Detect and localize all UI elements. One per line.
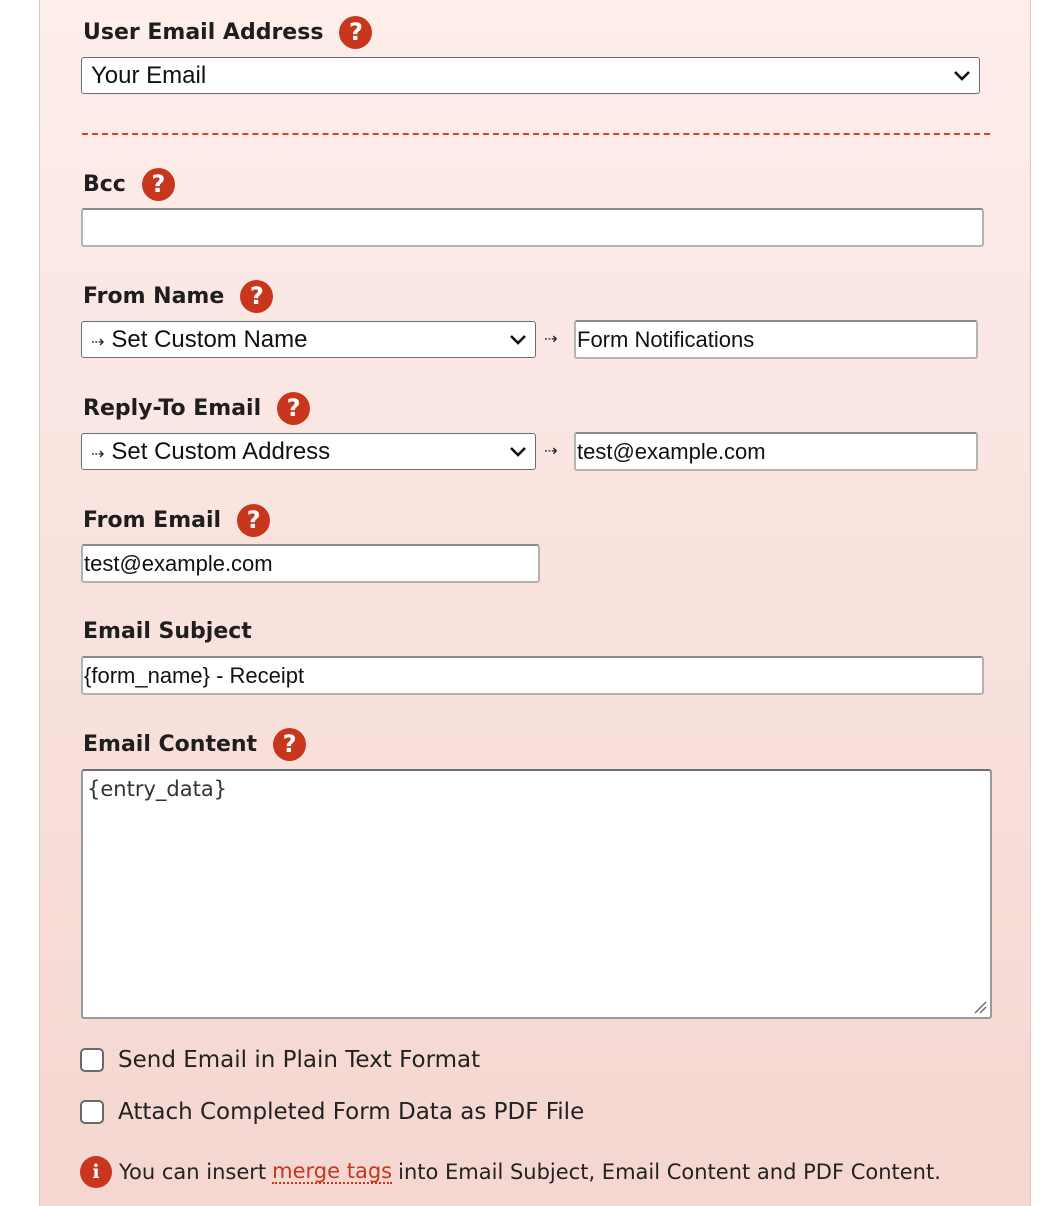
user-email-label: User Email Address ? <box>83 16 372 49</box>
attach-pdf-option[interactable]: Attach Completed Form Data as PDF File <box>80 1099 584 1125</box>
from-email-label: From Email ? <box>83 504 270 537</box>
attach-pdf-checkbox[interactable] <box>80 1100 104 1124</box>
arrow-icon: ⇢ <box>544 329 558 348</box>
arrow-icon: ⇢ <box>91 333 104 351</box>
from-email-input[interactable]: test@example.com <box>81 544 540 583</box>
reply-to-input[interactable]: test@example.com <box>574 432 978 471</box>
chevron-down-icon <box>505 446 531 458</box>
from-name-select[interactable]: ⇢ Set Custom Name <box>81 321 536 358</box>
arrow-icon: ⇢ <box>91 445 104 463</box>
reply-to-label: Reply-To Email ? <box>83 392 310 425</box>
email-subject-label: Email Subject <box>83 619 252 644</box>
merge-tags-link[interactable]: merge tags <box>272 1159 393 1183</box>
merge-tags-note: i You can insert merge tags into Email Subject, Email Content and PDF Content. <box>80 1156 941 1188</box>
from-name-label: From Name ? <box>83 280 273 313</box>
email-subject-input[interactable]: {form_name} - Receipt <box>81 656 984 695</box>
plain-text-checkbox[interactable] <box>80 1048 104 1072</box>
arrow-icon: ⇢ <box>544 441 558 460</box>
email-content-label: Email Content ? <box>83 728 306 761</box>
bcc-input[interactable] <box>81 208 984 247</box>
help-icon[interactable]: ? <box>277 392 310 425</box>
email-content-textarea[interactable]: {entry_data} <box>81 769 992 1019</box>
chevron-down-icon <box>949 70 975 82</box>
from-name-input[interactable]: Form Notifications <box>574 320 978 359</box>
notification-panel <box>39 0 1031 1206</box>
help-icon[interactable]: ? <box>237 504 270 537</box>
plain-text-option[interactable]: Send Email in Plain Text Format <box>80 1047 480 1073</box>
resize-handle-icon[interactable] <box>973 1000 987 1014</box>
chevron-down-icon <box>505 334 531 346</box>
bcc-label: Bcc ? <box>83 168 175 201</box>
section-divider <box>82 133 990 135</box>
user-email-select[interactable]: Your Email <box>81 57 980 94</box>
reply-to-select[interactable]: ⇢ Set Custom Address <box>81 433 536 470</box>
help-icon[interactable]: ? <box>273 728 306 761</box>
info-icon: i <box>80 1156 112 1188</box>
help-icon[interactable]: ? <box>339 16 372 49</box>
help-icon[interactable]: ? <box>240 280 273 313</box>
help-icon[interactable]: ? <box>142 168 175 201</box>
